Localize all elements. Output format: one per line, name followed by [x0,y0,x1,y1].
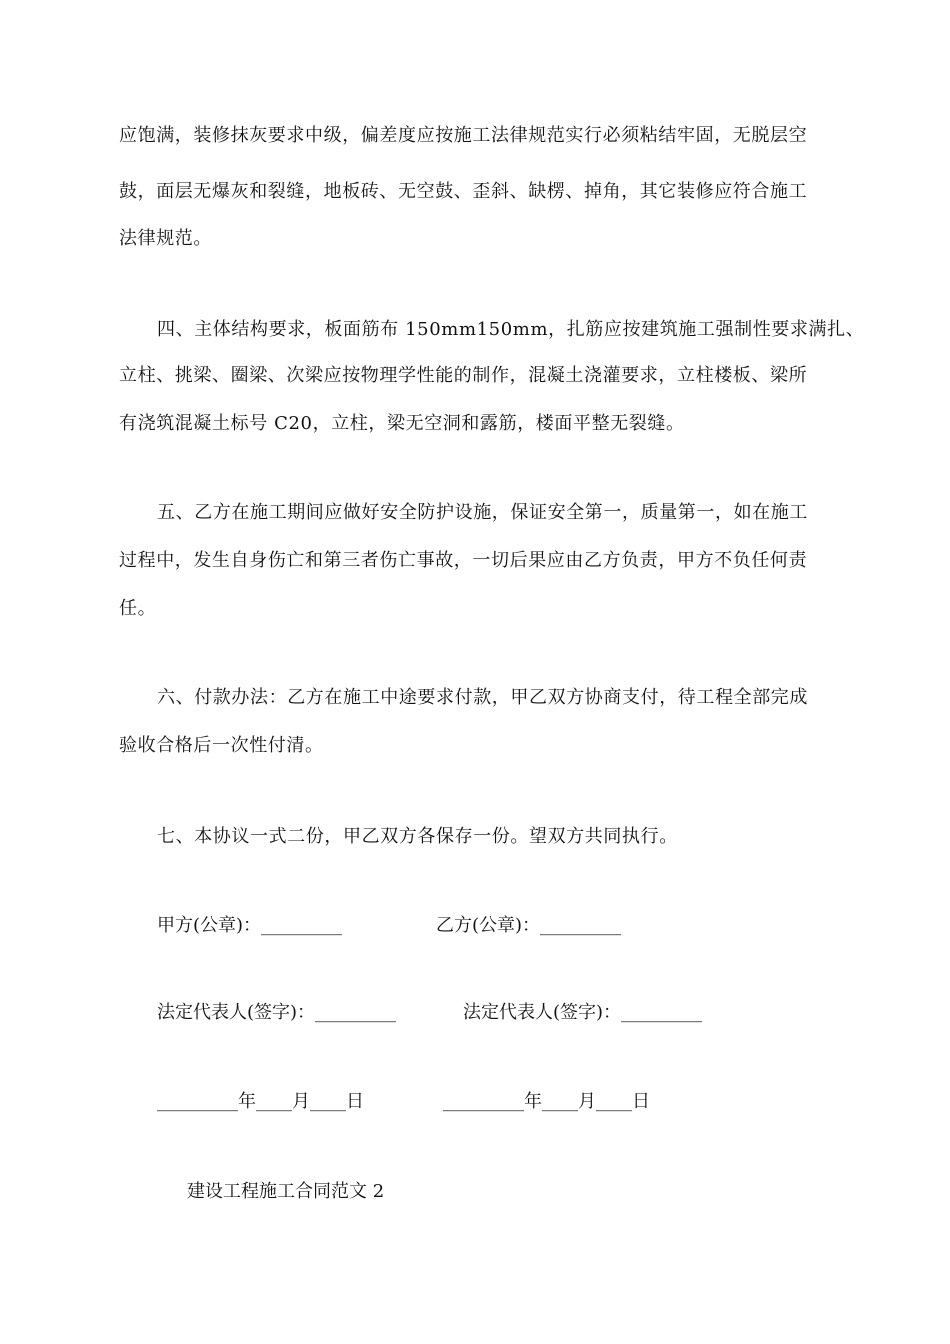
party-a-representative-line: 法定代表人(签字)：_________ [157,1002,397,1023]
paragraph-line: 四、主体结构要求，板面筋布 150mm150mm，扎筋应按建筑施工强制性要求满扎、 [157,319,865,340]
paragraph-line: 过程中，发生自身伤亡和第三者伤亡事故，一切后果应由乙方负责，甲方不负任何责 [119,550,808,571]
party-a-date-line: _________年____月____日 [157,1091,364,1112]
paragraph-line: 五、乙方在施工期间应做好安全防护设施，保证安全第一，质量第一，如在施工 [157,502,808,523]
party-b-date-line: _________年____月____日 [443,1091,650,1112]
paragraph-line: 六、付款办法：乙方在施工中途要求付款，甲乙双方协商支付，待工程全部完成 [157,687,808,708]
paragraph-line: 七、本协议一式二份，甲乙双方各保存一份。望双方共同执行。 [157,826,678,847]
paragraph-line: 有浇筑混凝土标号 C20，立柱，梁无空洞和露筋，楼面平整无裂缝。 [119,413,685,434]
paragraph-line: 立柱、挑梁、圈梁、次梁应按物理学性能的制作，混凝土浇灌要求，立柱楼板、梁所 [119,365,808,386]
paragraph-line: 验收合格后一次性付清。 [119,735,324,756]
paragraph-line: 任。 [119,598,157,619]
party-b-seal-line: 乙方(公章)：_________ [436,915,622,936]
paragraph-line: 应饱满，装修抹灰要求中级，偏差度应按施工法律规范实行必须粘结牢固，无脱层空 [119,125,808,146]
party-a-seal-line: 甲方(公章)：_________ [157,915,343,936]
next-contract-title: 建设工程施工合同范文 2 [187,1181,385,1202]
paragraph-line: 鼓，面层无爆灰和裂缝，地板砖、无空鼓、歪斜、缺楞、掉角，其它装修应符合施工 [119,181,808,202]
paragraph-line: 法律规范。 [119,228,212,249]
party-b-representative-line: 法定代表人(签字)：_________ [463,1002,703,1023]
